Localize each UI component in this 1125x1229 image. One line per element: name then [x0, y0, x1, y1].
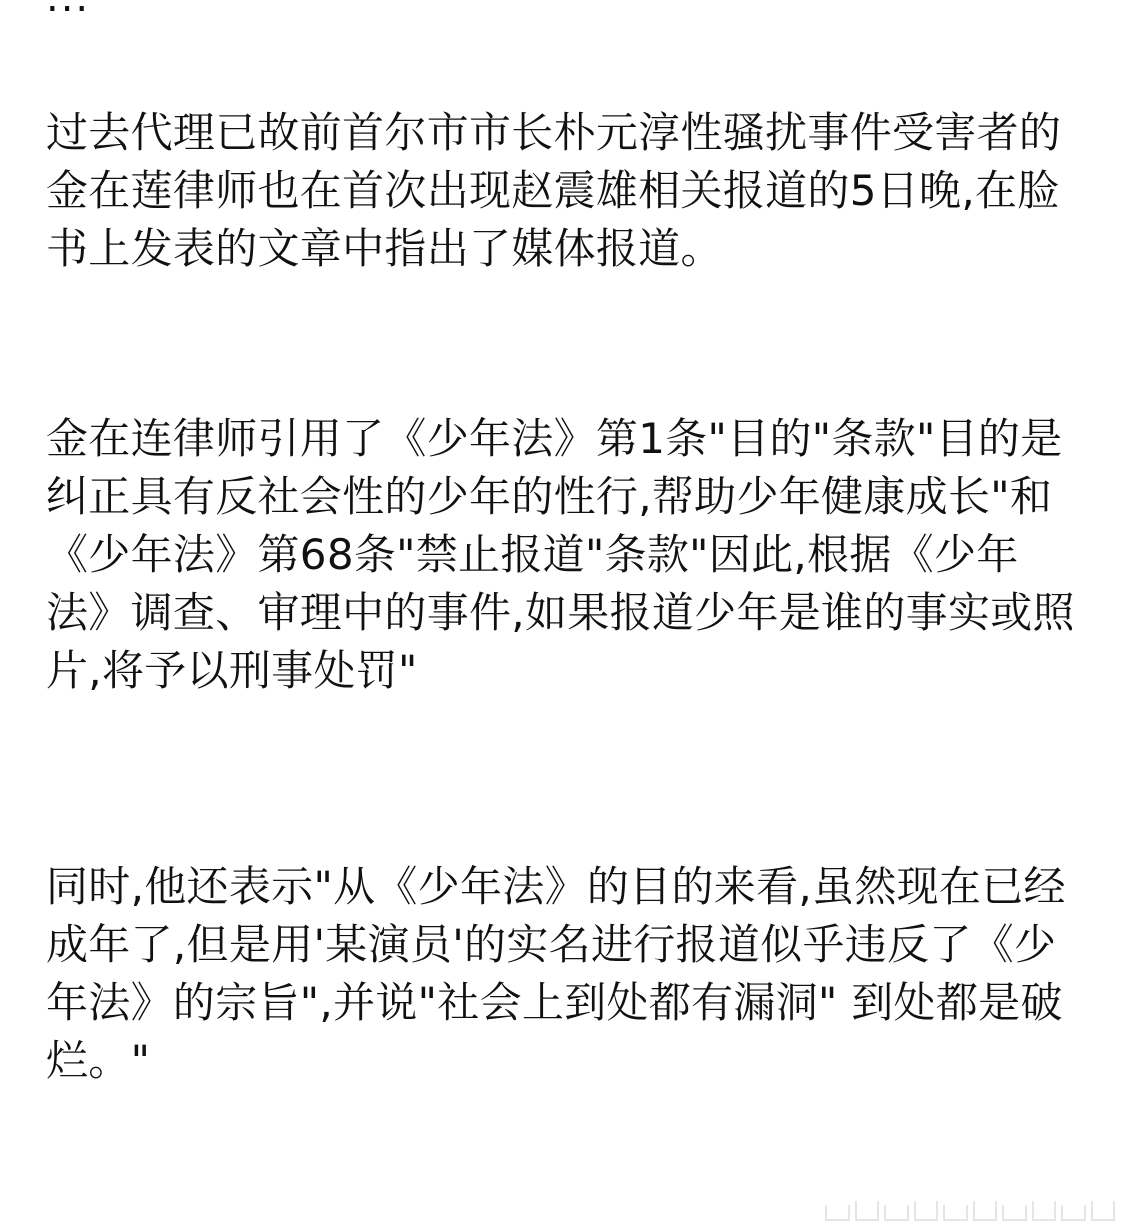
watermark-pattern	[825, 1199, 1115, 1221]
article-paragraph-3: 同时,他还表示"从《少年法》的目的来看,虽然现在已经成年了,但是用'某演员'的实名进行报道似乎违反了《少年法》的宗旨",并说"社会上到处都有漏洞" 到处都是破烂。"	[46, 862, 1066, 1085]
article-paragraph-2: 金在连律师引用了《少年法》第1条"目的"条款"目的是纠正具有反社会性的少年的性行,帮助少年健康成长"和《少年法》第68条"禁止报道"条款"因此,根据《少年法》调查、审理中的事件,如果报道少年是谁的事实或照片,将予以刑事处罚"	[46, 414, 1075, 695]
truncated-text-ellipsis	[46, 0, 90, 18]
article-paragraph-1: 过去代理已故前首尔市市长朴元淳性骚扰事件受害者的金在莲律师也在首次出现赵震雄相关报道的5日晚,在脸书上发表的文章中指出了媒体报道。	[46, 108, 1062, 273]
